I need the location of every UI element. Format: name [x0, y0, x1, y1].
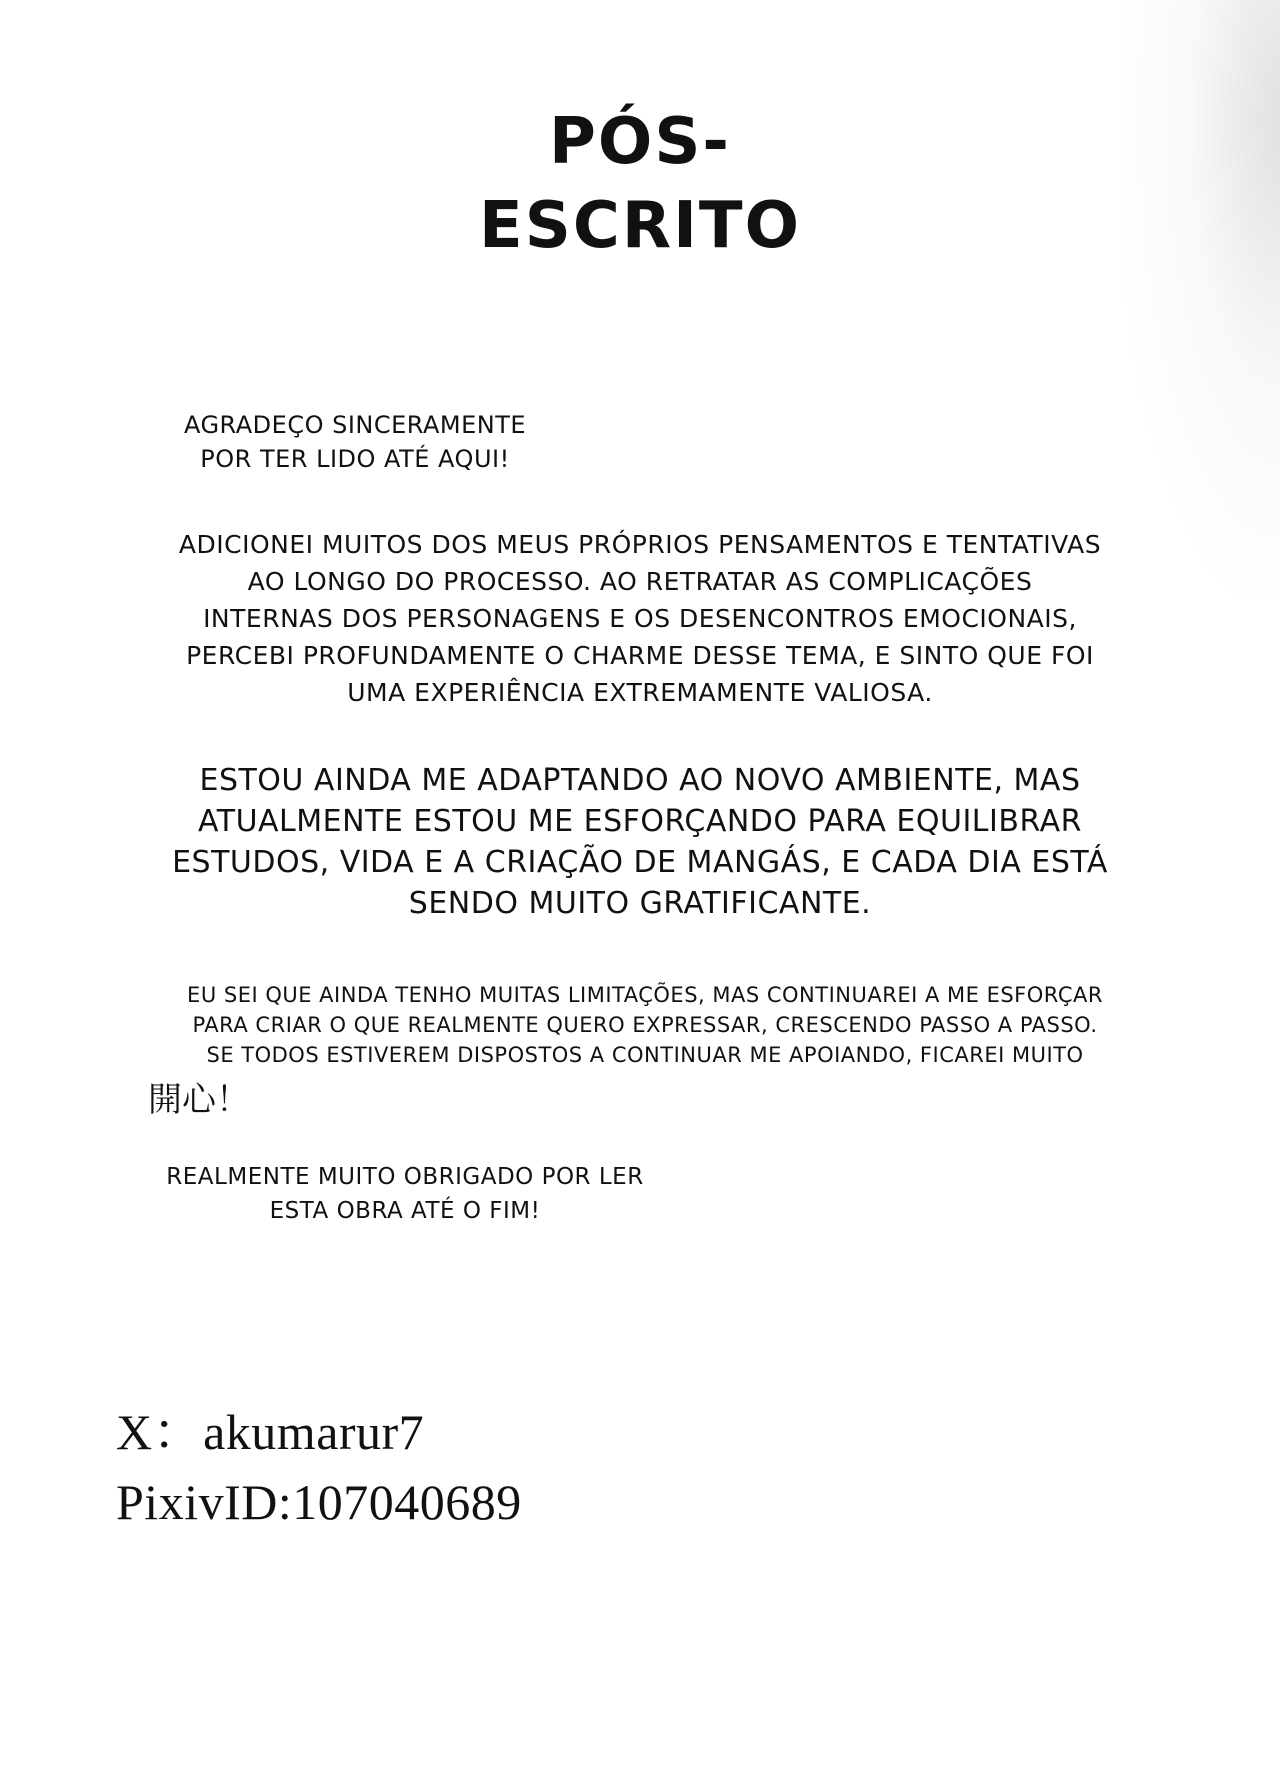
text-line: SE TODOS ESTIVEREM DISPOSTOS A CONTINUAR ME APOIANDO, FICAREI MUITO [206, 1043, 1084, 1067]
text-line: PERCEBI PROFUNDAMENTE O CHARME DESSE TEMA, E SINTO QUE FOI [186, 641, 1094, 670]
kanji-happy: 開心！ [148, 1080, 250, 1120]
closing-paragraph [140, 1160, 670, 1228]
text-line: EU SEI QUE AINDA TENHO MUITAS LIMITAÇÕES, MAS CONTINUAREI A ME ESFORÇAR [187, 983, 1103, 1007]
page-shadow [1120, 0, 1280, 600]
text-line: AO LONGO DO PROCESSO. AO RETRATAR AS COMPLICAÇÕES [247, 567, 1033, 596]
text-line: REALMENTE MUITO OBRIGADO POR LER [166, 1164, 644, 1190]
text-line: UMA EXPERIÊNCIA EXTREMAMENTE VALIOSA. [347, 678, 933, 707]
text-line: ESTA OBRA ATÉ O FIM! [269, 1198, 541, 1224]
text-line: POR TER LIDO ATÉ AQUI! [200, 445, 510, 473]
thanks-paragraph [120, 408, 590, 476]
text-line: PARA CRIAR O QUE REALMENTE QUERO EXPRESSAR, CRESCENDO PASSO A PASSO. [192, 1013, 1098, 1037]
text-line: ADICIONEI MUITOS DOS MEUS PRÓPRIOS PENSAMENTOS E TENTATIVAS [178, 530, 1102, 559]
text-line: SENDO MUITO GRATIFICANTE. [408, 886, 872, 921]
x-handle: X：akumarur7 [116, 1404, 425, 1460]
pixiv-id: PixivID:107040689 [116, 1474, 522, 1530]
text-line: INTERNAS DOS PERSONAGENS E OS DESENCONTROS EMOCIONAIS, [203, 604, 1077, 633]
text-line: ESTUDOS, VIDA E A CRIAÇÃO DE MANGÁS, E CADA DIA ESTÁ [172, 845, 1108, 880]
text-line: ESTOU AINDA ME ADAPTANDO AO NOVO AMBIENTE, MAS [199, 763, 1081, 798]
text-line: AGRADEÇO SINCERAMENTE [183, 411, 527, 439]
limitations-paragraph [130, 980, 1160, 1070]
text-line: ATUALMENTE ESTOU ME ESFORÇANDO PARA EQUILIBRAR [198, 804, 1082, 839]
title-line: PÓS- [549, 105, 731, 179]
adapting-paragraph [120, 760, 1160, 924]
page-title [390, 100, 890, 268]
process-paragraph [120, 526, 1160, 711]
title-line: ESCRITO [479, 189, 801, 263]
